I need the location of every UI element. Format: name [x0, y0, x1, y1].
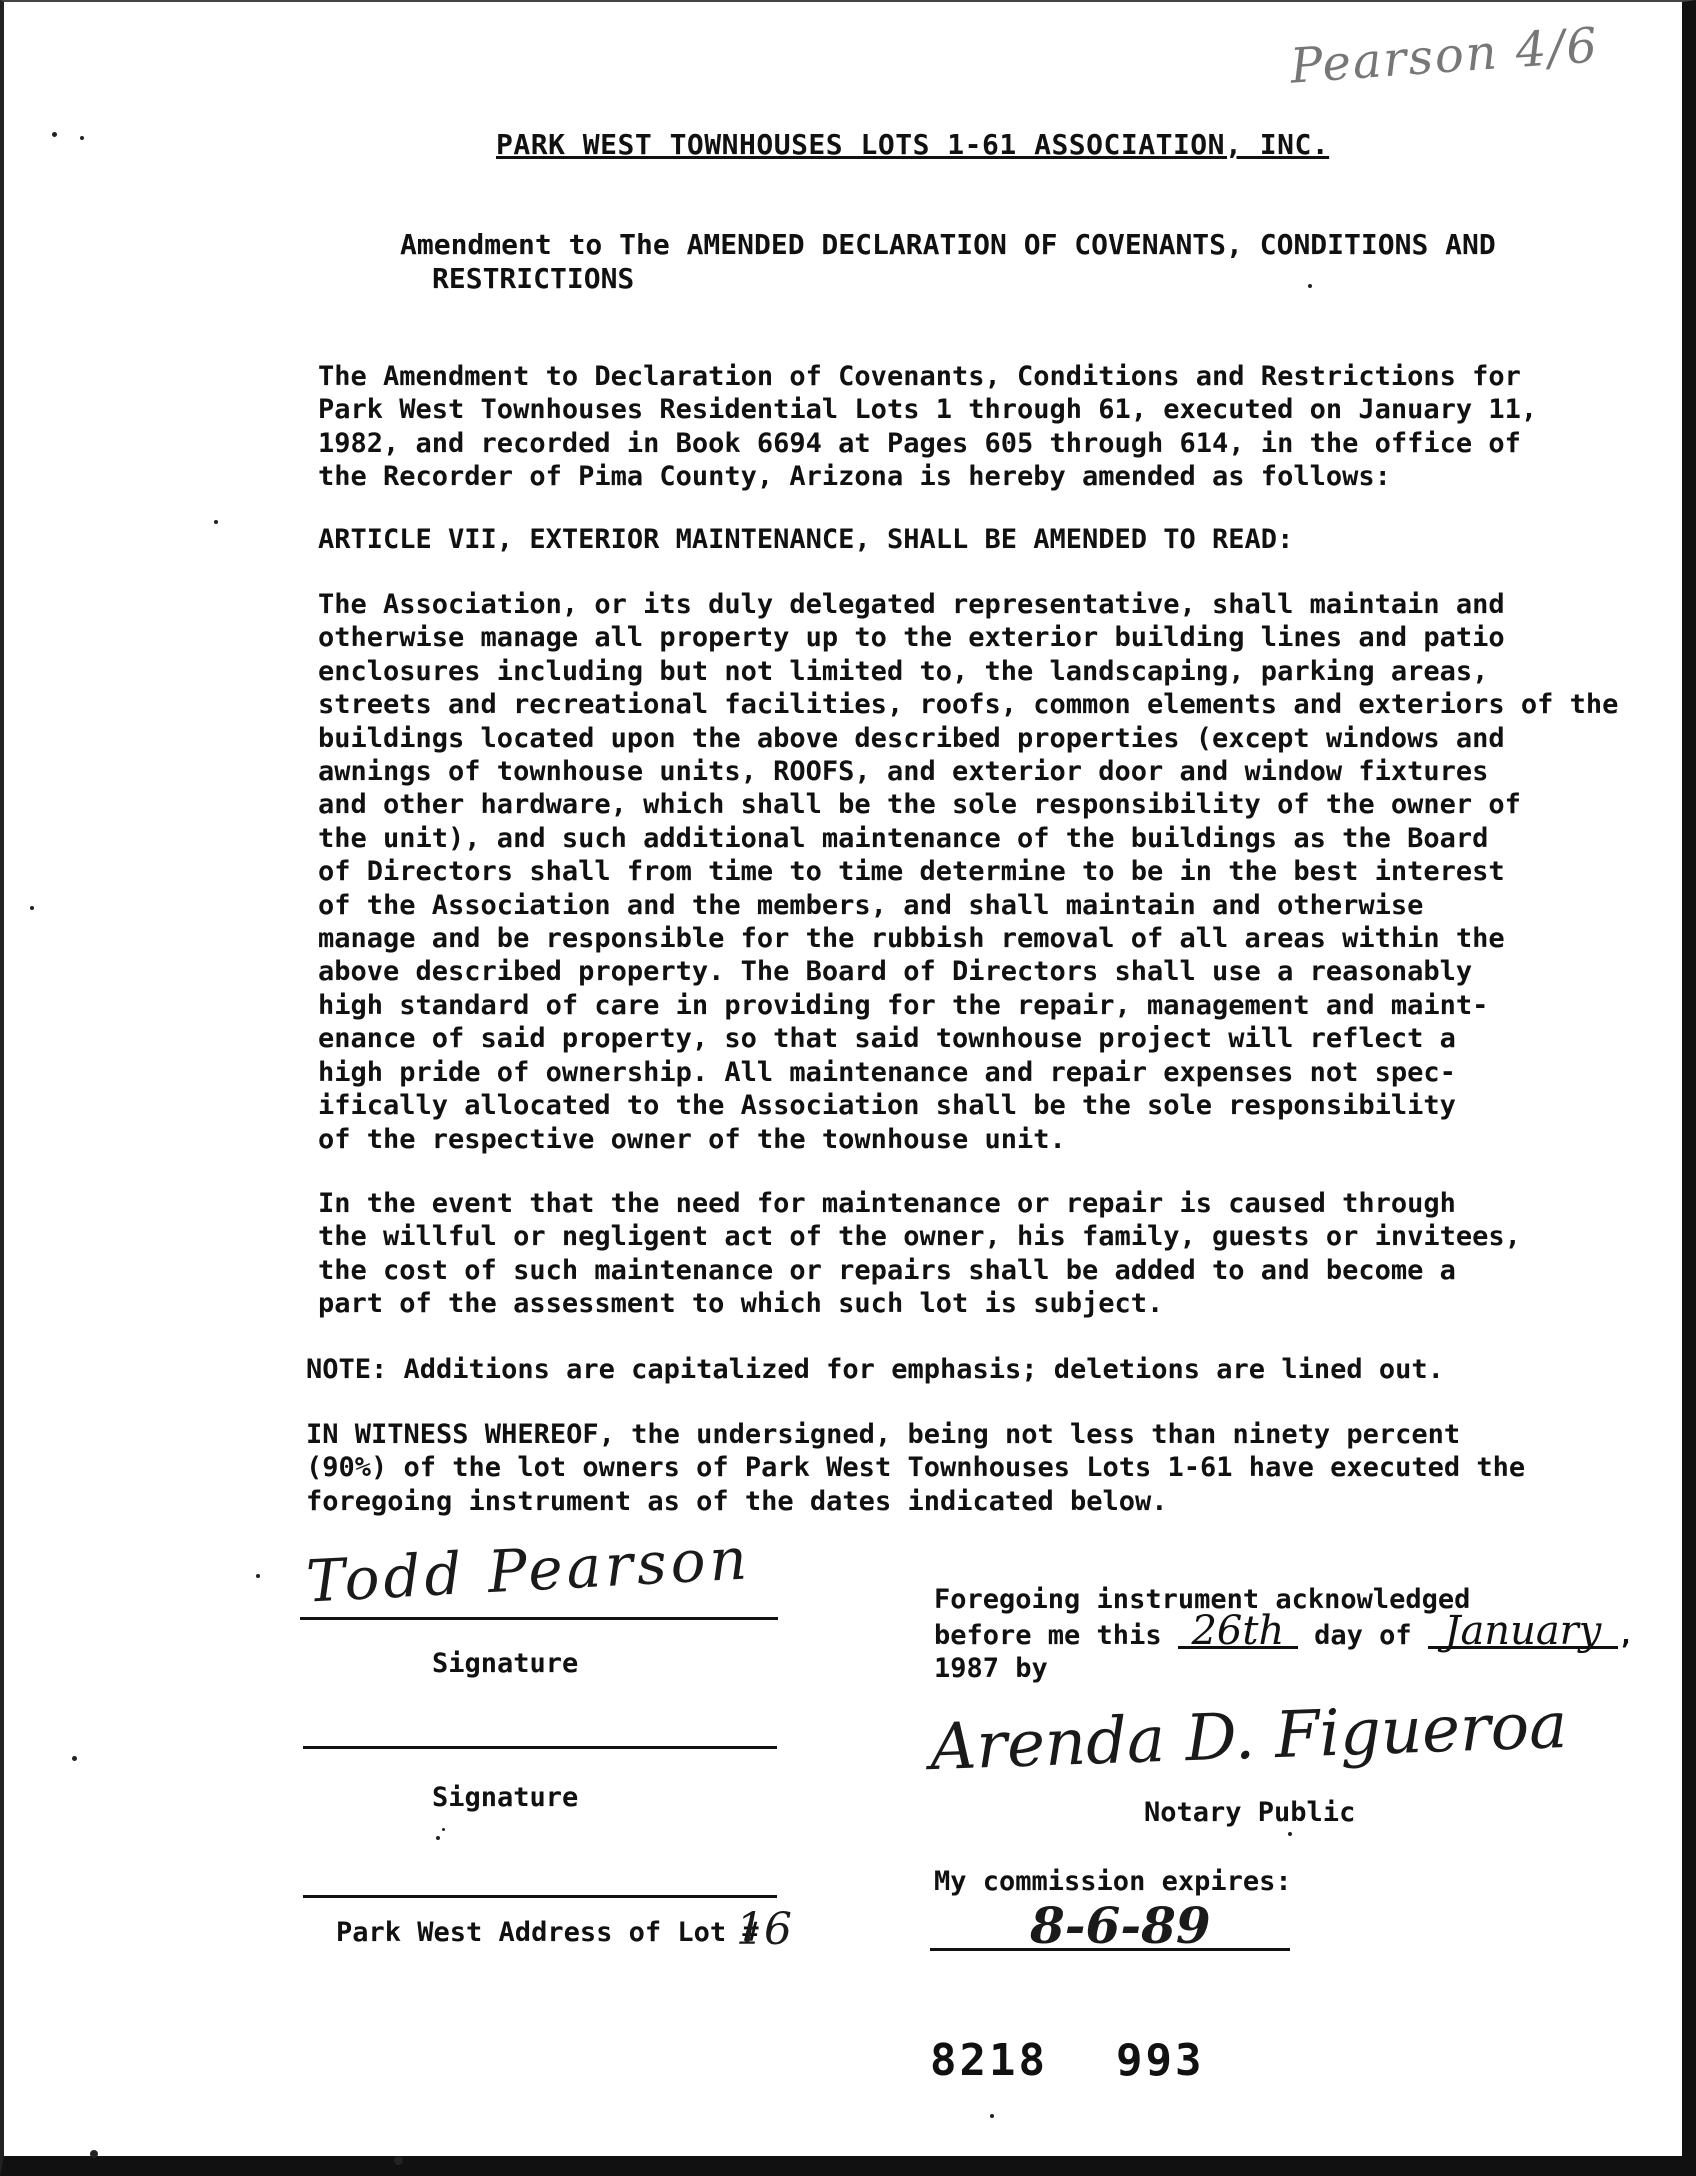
text-line: The Amendment to Declaration of Covenants, Conditions and Restrictions for: [318, 361, 1521, 392]
notary-text: before me this: [934, 1620, 1162, 1651]
text-line: NOTE: Additions are capitalized for emphasis; deletions are lined out.: [306, 1354, 1444, 1385]
scan-speck: [394, 2156, 403, 2165]
text-line: awnings of townhouse units, ROOFS, and exterior door and window fixtures: [318, 756, 1489, 788]
scan-speck: [436, 1836, 440, 1840]
text-line: otherwise manage all property up to the exterior building lines and patio: [318, 622, 1505, 654]
scan-speck: [72, 1756, 77, 1761]
scan-speck: [30, 906, 34, 910]
notary-signature: Arenda D. Figueroa: [928, 1688, 1569, 1786]
text-line: Park West Townhouses Residential Lots 1 through 61, executed on January 11,: [318, 394, 1538, 426]
scan-speck: [80, 136, 84, 140]
scan-speck: [442, 1828, 445, 1831]
subtitle-line: RESTRICTIONS: [432, 262, 635, 295]
text-line: The Association, or its duly delegated representative, shall maintain and: [318, 589, 1505, 620]
signature-label-1: Signature: [432, 1648, 579, 1679]
text-line: the unit), and such additional maintenance of the buildings as the Board: [318, 822, 1489, 854]
text-line: ifically allocated to the Association shall be the sole responsibility: [318, 1090, 1456, 1122]
address-line: [303, 1895, 777, 1898]
notary-line-1: Foregoing instrument acknowledged: [934, 1584, 1471, 1615]
scan-speck: [990, 2114, 994, 2118]
text-line: streets and recreational facilities, roofs, common elements and exteriors of the: [318, 689, 1619, 721]
text-line: enance of said property, so that said townhouse project will reflect a: [318, 1023, 1456, 1055]
document-header: PARK WEST TOWNHOUSES LOTS 1-61 ASSOCIATION, INC.: [496, 128, 1330, 161]
commission-label: My commission expires:: [934, 1866, 1292, 1897]
notary-day-handwritten: 26th: [1178, 1616, 1298, 1649]
notary-text: ,: [1617, 1620, 1635, 1651]
text-line: 1982, and recorded in Book 6694 at Pages 605 through 614, in the office of: [318, 427, 1521, 459]
lot-number-handwritten: 16: [736, 1904, 792, 1955]
witness-paragraph: [306, 1418, 1596, 1518]
handwritten-signature-1: Todd Pearson: [304, 1524, 753, 1616]
text-line: the Recorder of Pima County, Arizona is hereby amended as follows:: [318, 461, 1391, 493]
notary-line-3: 1987 by: [934, 1653, 1048, 1684]
scan-speck: [1308, 284, 1312, 288]
notary-acknowledgment: [934, 1583, 1634, 1685]
commission-date-handwritten: 8-6-89: [1030, 1896, 1211, 1955]
text-line: buildings located upon the above described properties (except windows and: [318, 722, 1505, 754]
text-line: of the Association and the members, and shall maintain and otherwise: [318, 889, 1424, 921]
article-heading: [318, 523, 1608, 556]
text-line: above described property. The Board of Directors shall use a reasonably: [318, 956, 1473, 988]
text-line: In the event that the need for maintenance or repair is caused through: [318, 1188, 1456, 1219]
note-paragraph: [306, 1353, 1596, 1386]
text-line: high pride of ownership. All maintenance and repair expenses not spec-: [318, 1056, 1456, 1088]
text-line: part of the assessment to which such lot is subject.: [318, 1288, 1164, 1320]
text-line: foregoing instrument as of the dates indicated below.: [306, 1485, 1168, 1517]
document-number-book: 8218: [930, 2035, 1048, 2086]
maintenance-paragraph: [318, 588, 1619, 1156]
scan-speck: [214, 520, 218, 524]
signature-line-2: [303, 1746, 777, 1749]
handwritten-corner-note: Pearson 4/6: [1288, 17, 1601, 95]
text-line: of Directors shall from time to time determine to be in the best interest: [318, 856, 1505, 888]
text-line: IN WITNESS WHEREOF, the undersigned, being not less than ninety percent: [306, 1419, 1461, 1450]
text-line: and other hardware, which shall be the sole responsibility of the owner of: [318, 789, 1521, 821]
notary-public-label: Notary Public: [1144, 1797, 1356, 1828]
text-line: (90%) of the lot owners of Park West Townhouses Lots 1-61 have executed the: [306, 1452, 1526, 1484]
event-paragraph: [318, 1187, 1608, 1321]
lot-address-label: Park West Address of Lot #: [336, 1917, 759, 1948]
intro-paragraph: [318, 360, 1608, 494]
text-line: manage and be responsible for the rubbish removal of all areas within the: [318, 923, 1505, 955]
scan-speck: [90, 2150, 98, 2158]
notary-month-handwritten: January: [1428, 1616, 1618, 1649]
commission-line: [930, 1948, 1290, 1951]
text-line: the cost of such maintenance or repairs shall be added to and become a: [318, 1254, 1456, 1286]
text-line: of the respective owner of the townhouse unit.: [318, 1123, 1066, 1155]
subtitle-line: Amendment to The AMENDED DECLARATION OF COVENANTS, CONDITIONS AND: [400, 228, 1496, 261]
text-line: ARTICLE VII, EXTERIOR MAINTENANCE, SHALL BE AMENDED TO READ:: [318, 524, 1294, 555]
text-line: the willful or negligent act of the owner, his family, guests or invitees,: [318, 1221, 1521, 1253]
signature-label-2: Signature: [432, 1782, 579, 1813]
scan-speck: [1288, 1832, 1292, 1836]
notary-text: day of: [1314, 1620, 1412, 1651]
text-line: enclosures including but not limited to, the landscaping, parking areas,: [318, 655, 1489, 687]
document-subtitle: [400, 228, 1496, 296]
document-number-page: 993: [1116, 2035, 1205, 2086]
text-line: high standard of care in providing for the repair, management and maint-: [318, 989, 1489, 1021]
scan-speck: [256, 1574, 260, 1578]
scan-speck: [52, 132, 57, 137]
notary-line-2: [934, 1608, 1635, 1654]
signature-line-1: [300, 1617, 778, 1620]
